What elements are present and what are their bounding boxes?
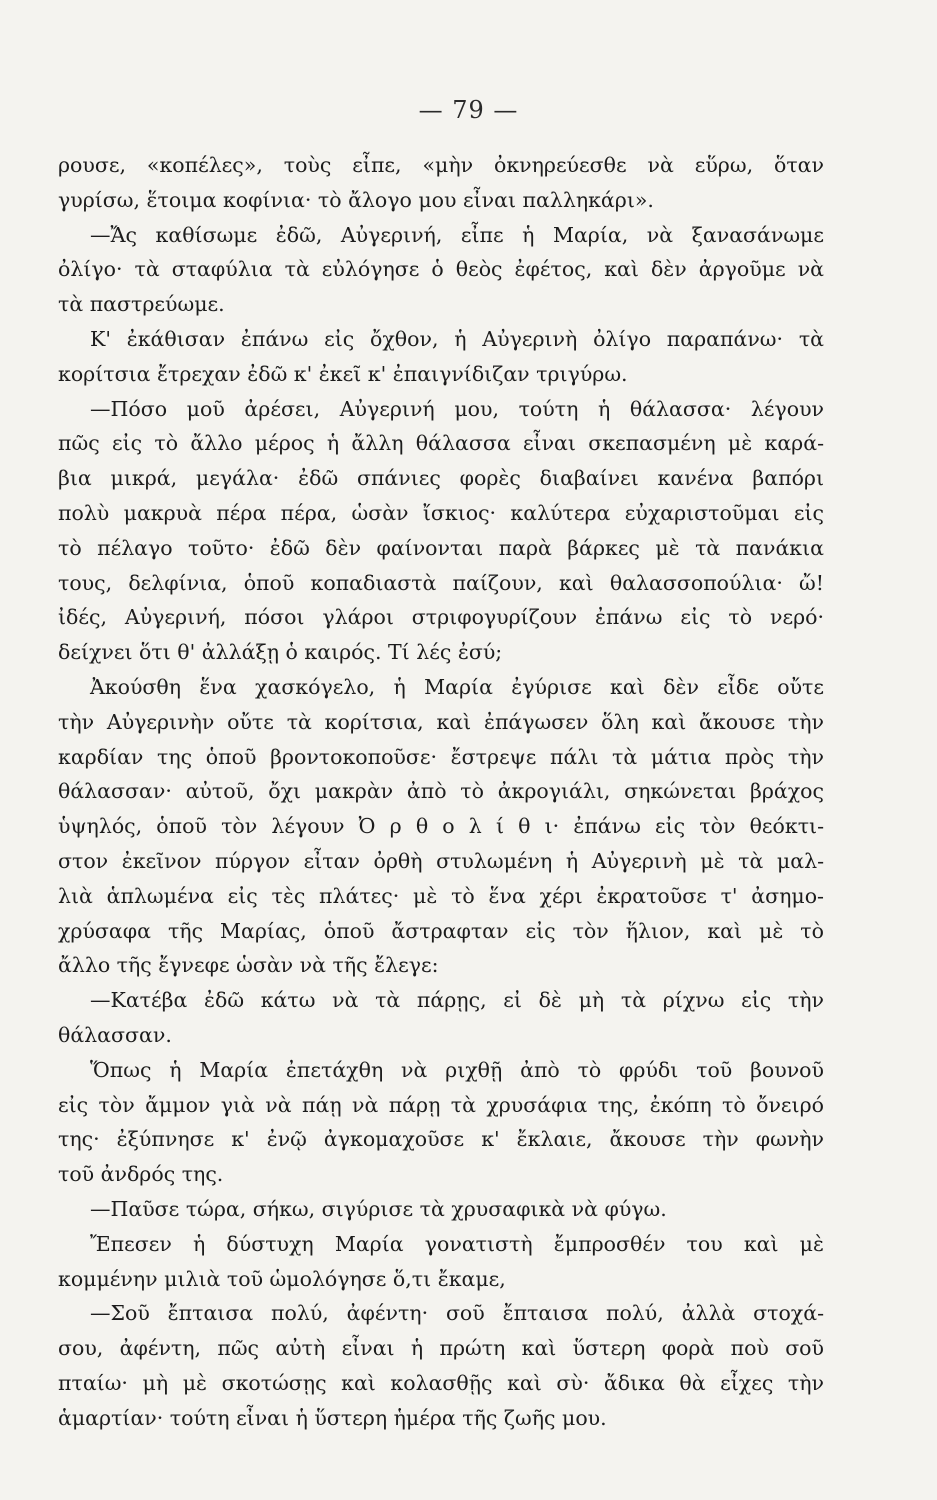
text-line: κορίτσια ἔτρεχαν ἐδῶ κ' ἐκεῖ κ' ἐπαιγνίδιζαν τριγύρω. bbox=[58, 361, 628, 386]
text-line: Ἀκούσθη ἕνα χασκόγελο, ἡ Μαρία ἐγύρισε καὶ δὲν εἶδε οὔτε bbox=[90, 674, 824, 699]
text-line: τὴν Αὐγερινὴν οὔτε τὰ κορίτσια, καὶ ἐπάγωσεν ὅλη καὶ ἄκουσε τὴν bbox=[58, 709, 824, 734]
text-line: τοῦ ἀνδρός της. bbox=[58, 1162, 224, 1187]
text-line: Ἔπεσεν ἡ δύστυχη Μαρία γονατιστὴ ἔμπροσθέν του καὶ μὲ bbox=[90, 1231, 824, 1256]
text-line: καρδίαν της ὁποῦ βροντοκοποῦσε· ἔστρεψε πάλι τὰ μάτια πρὸς τὴν bbox=[58, 744, 824, 769]
text-line: τὸ πέλαγο τοῦτο· ἐδῶ δὲν φαίνονται παρὰ βάρκες μὲ τὰ πανάκια bbox=[58, 535, 824, 560]
text-line: —Σοῦ ἔπταισα πολύ, ἀφέντη· σοῦ ἔπταισα πολύ, ἀλλὰ στοχά- bbox=[90, 1301, 824, 1326]
text-line: ὑψηλός, ὁποῦ τὸν λέγουν Ὀ ρ θ ο λ ί θ ι· ἐπάνω εἰς τὸν θεόκτι- bbox=[58, 814, 824, 839]
text-line: γυρίσω, ἕτοιμα κοφίνια· τὸ ἄλογο μου εἶναι παλληκάρι». bbox=[58, 187, 654, 212]
text-line: τους, δελφίνια, ὁποῦ κοπαδιαστὰ παίζουν, καὶ θαλασσοπούλια· ὤ! bbox=[58, 570, 824, 595]
text-line: δείχνει ὅτι θ' ἀλλάξῃ ὁ καιρός. Τί λές ἐσύ; bbox=[58, 640, 503, 665]
text-line: θάλασσαν· αὐτοῦ, ὄχι μακρὰν ἀπὸ τὸ ἀκρογιάλι, σηκώνεται βράχος bbox=[58, 779, 824, 804]
text-line: πολὺ μακρυὰ πέρα πέρα, ὡσὰν ἴσκιος· καλύτερα εὐχαριστοῦμαι εἰς bbox=[58, 500, 824, 525]
text-line: —Κατέβα ἐδῶ κάτω νὰ τὰ πάρῃς, εἰ δὲ μὴ τὰ ρίχνω εἰς τὴν bbox=[90, 988, 824, 1013]
text-line: τὰ παστρεύωμε. bbox=[58, 292, 225, 317]
text-line: βια μικρά, μεγάλα· ἐδῶ σπάνιες φορὲς διαβαίνει κανένα βαπόρι bbox=[58, 466, 824, 491]
page-number: — 79 — bbox=[418, 96, 519, 124]
text-line: ρουσε, «κοπέλες», τοὺς εἶπε, «μὴν ὀκνηρεύεσθε νὰ εὕρω, ὅταν bbox=[58, 153, 824, 177]
text-line: στον ἐκεῖνον πύργον εἶταν ὀρθὴ στυλωμένη ἡ Αὐγερινὴ μὲ τὰ μαλ- bbox=[58, 848, 824, 873]
text-line: ἁμαρτίαν· τούτη εἶναι ἡ ὕστερη ἡμέρα τῆς ζωῆς μου. bbox=[58, 1405, 607, 1430]
text-line: χρύσαφα τῆς Μαρίας, ὁποῦ ἄστραφταν εἰς τὸν ἥλιον, καὶ μὲ τὸ bbox=[58, 918, 824, 943]
text-line: ὀλίγο· τὰ σταφύλια τὰ εὐλόγησε ὁ θεὸς ἐφέτος, καὶ δὲν ἀργοῦμε νὰ bbox=[58, 257, 824, 282]
text-line: —Παῦσε τώρα, σήκω, σιγύρισε τὰ χρυσαφικὰ νὰ φύγω. bbox=[90, 1196, 667, 1221]
text-line: ἄλλο τῆς ἔγνεφε ὡσὰν νὰ τῆς ἔλεγε: bbox=[58, 953, 439, 978]
text-line: —Πόσο μοῦ ἀρέσει, Αὐγερινή μου, τούτη ἡ θάλασσα· λέγουν bbox=[90, 396, 824, 421]
text-line: θάλασσαν. bbox=[58, 1022, 172, 1047]
text-line: εἰς τὸν ἄμμον γιὰ νὰ πάῃ νὰ πάρῃ τὰ χρυσάφια της, ἐκόπη τὸ ὄνειρό bbox=[58, 1092, 824, 1117]
text-line: σου, ἀφέντη, πῶς αὐτὴ εἶναι ἡ πρώτη καὶ ὕστερη φορὰ ποὺ σοῦ bbox=[58, 1336, 824, 1361]
text-line: πταίω· μὴ μὲ σκοτώσῃς καὶ κολασθῇς καὶ σὺ· ἄδικα θὰ εἶχες τὴν bbox=[58, 1370, 824, 1395]
text-line: ἰδές, Αὐγερινή, πόσοι γλάροι στριφογυρίζουν ἐπάνω εἰς τὸ νερό· bbox=[58, 605, 824, 630]
text-line: Κ' ἐκάθισαν ἐπάνω εἰς ὄχθον, ἡ Αὐγερινὴ ὀλίγο παραπάνω· τὰ bbox=[90, 326, 824, 351]
text-line: της· ἐξύπνησε κ' ἐνῷ ἀγκομαχοῦσε κ' ἔκλαιε, ἄκουσε τὴν φωνὴν bbox=[58, 1127, 824, 1152]
text-line: —Ἄς καθίσωμε ἐδῶ, Αὐγερινή, εἶπε ἡ Μαρία, νὰ ξανασάνωμε bbox=[90, 222, 824, 247]
body-text bbox=[58, 148, 824, 1435]
text-line: κομμένην μιλιὰ τοῦ ὡμολόγησε ὅ,τι ἔκαμε, bbox=[58, 1266, 506, 1291]
text-line: πῶς εἰς τὸ ἄλλο μέρος ἡ ἄλλη θάλασσα εἶναι σκεπασμένη μὲ καρά- bbox=[58, 431, 824, 456]
text-line: Ὅπως ἡ Μαρία ἐπετάχθη νὰ ριχθῇ ἀπὸ τὸ φρύδι τοῦ βουνοῦ bbox=[90, 1057, 824, 1082]
text-line: λιὰ ἁπλωμένα εἰς τὲς πλάτες· μὲ τὸ ἕνα χέρι ἐκρατοῦσε τ' ἀσημο- bbox=[58, 883, 824, 908]
